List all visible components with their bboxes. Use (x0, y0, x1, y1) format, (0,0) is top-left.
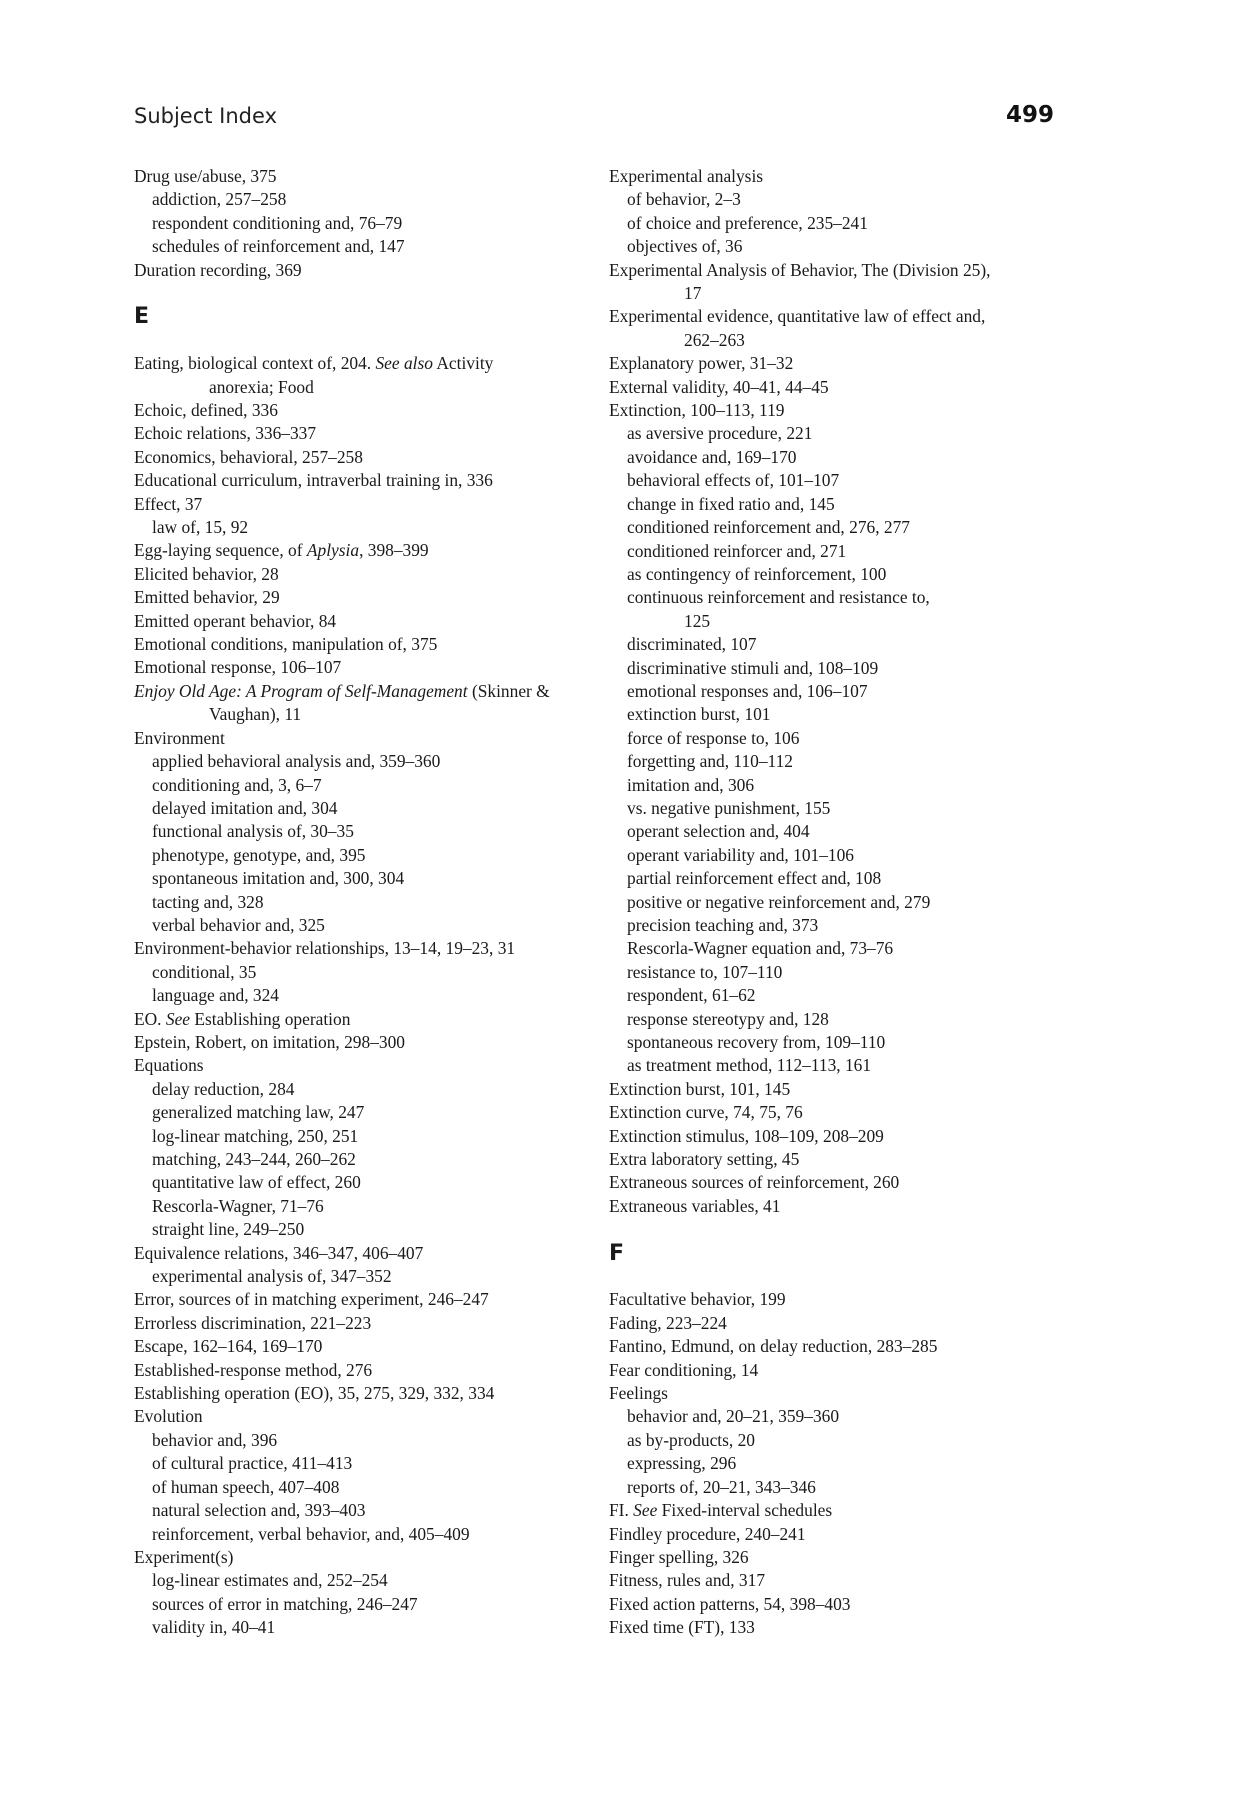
entry-text: Extraneous variables, 41 (609, 1195, 781, 1216)
index-entry (134, 1008, 564, 1031)
entry-italic-text: See also (375, 353, 433, 374)
entry-text: delayed imitation and, 304 (152, 797, 338, 818)
page-number: 499 (1005, 102, 1054, 128)
index-subentry (609, 797, 1039, 820)
index-entry (134, 633, 564, 656)
index-entry (134, 399, 564, 422)
index-subentry (134, 1429, 564, 1452)
entry-text: EO. (134, 1008, 166, 1029)
entry-text: Drug use/abuse, 375 (134, 166, 277, 186)
entry-text: behavior and, 396 (152, 1429, 278, 1450)
index-subentry (134, 235, 564, 258)
index-entry (609, 1312, 1039, 1335)
index-subentry (609, 212, 1039, 235)
entry-text: Evolution (134, 1406, 203, 1427)
index-subentry (609, 750, 1039, 773)
entry-text: Experiment(s) (134, 1546, 234, 1567)
entry-text: of choice and preference, 235–241 (627, 212, 868, 233)
index-entry (609, 259, 1039, 282)
index-subentry (134, 1593, 564, 1616)
index-subentry (134, 1476, 564, 1499)
entry-text: Finger spelling, 326 (609, 1546, 749, 1567)
index-entry (609, 1569, 1039, 1592)
entry-text: phenotype, genotype, and, 395 (152, 844, 366, 865)
index-entry (609, 1101, 1039, 1124)
entry-text-rest: Fixed-interval schedules (657, 1500, 833, 1521)
entry-text: Established-response method, 276 (134, 1359, 373, 1380)
index-subentry (609, 703, 1039, 726)
index-subentry (609, 844, 1039, 867)
index-subentry (609, 188, 1039, 211)
index-subentry (134, 1616, 564, 1639)
entry-text: Environment-behavior relationships, 13–14, 19–23, 31 (134, 938, 516, 959)
entry-text: Emitted behavior, 29 (134, 587, 280, 608)
entry-text: anorexia; Food (209, 376, 314, 397)
entry-text: tacting and, 328 (152, 891, 264, 912)
entry-text: Error, sources of in matching experiment, 246–247 (134, 1289, 489, 1310)
index-entry (134, 1312, 564, 1335)
entry-text: Experimental evidence, quantitative law of effect and, (609, 306, 986, 327)
index-entry (134, 937, 564, 960)
index-subentry (609, 1452, 1039, 1475)
entry-text: conditioned reinforcer and, 271 (627, 540, 847, 561)
entry-text: of behavior, 2–3 (627, 189, 741, 210)
entry-text: 262–263 (684, 329, 745, 350)
spacer (134, 282, 564, 305)
entry-text: expressing, 296 (627, 1453, 737, 1474)
entry-text: imitation and, 306 (627, 774, 755, 795)
index-entry (609, 1195, 1039, 1218)
entry-italic-text: Enjoy Old Age: A Program of Self-Management (134, 680, 468, 701)
entry-text: 125 (684, 610, 711, 631)
index-entry (609, 1382, 1039, 1405)
index-entry (134, 680, 564, 703)
entry-text: External validity, 40–41, 44–45 (609, 376, 829, 397)
index-subentry (609, 446, 1039, 469)
index-entry-continuation (609, 329, 1039, 352)
entry-italic-text: Aplysia (306, 540, 360, 561)
index-subentry (134, 1171, 564, 1194)
index-subentry (134, 1452, 564, 1475)
entry-text: resistance to, 107–110 (627, 961, 783, 982)
entry-text: Establishing operation (EO), 35, 275, 329, 332, 334 (134, 1383, 495, 1404)
entry-text: behavior and, 20–21, 359–360 (627, 1406, 840, 1427)
entry-text: Economics, behavioral, 257–258 (134, 446, 363, 467)
index-subentry (609, 516, 1039, 539)
entry-text: Duration recording, 369 (134, 259, 302, 280)
index-subentry (134, 750, 564, 773)
section-letter (609, 1242, 1039, 1265)
index-subentry (134, 867, 564, 890)
entry-text: force of response to, 106 (627, 727, 800, 748)
index-subentry (134, 984, 564, 1007)
section-letter-text: F (609, 1240, 625, 1266)
running-header-title: Subject Index (134, 104, 277, 128)
entry-text: Echoic relations, 336–337 (134, 423, 317, 444)
index-entry (609, 1125, 1039, 1148)
entry-text: behavioral effects of, 101–107 (627, 470, 840, 491)
entry-italic-text: See (165, 1008, 191, 1029)
index-entry (134, 727, 564, 750)
index-entry (609, 1288, 1039, 1311)
entry-text-rest: Establishing operation (190, 1008, 351, 1029)
entry-text: Experimental Analysis of Behavior, The (Division 25), (609, 259, 991, 280)
index-entry (134, 1335, 564, 1358)
entry-text: discriminative stimuli and, 108–109 (627, 657, 879, 678)
entry-text: continuous reinforcement and resistance to, (627, 587, 930, 608)
entry-text: Facultative behavior, 199 (609, 1289, 786, 1310)
entry-text: Egg-laying sequence, of (134, 540, 307, 561)
index-subentry (134, 1101, 564, 1124)
entry-text: Extra laboratory setting, 45 (609, 1149, 800, 1170)
index-subentry (609, 727, 1039, 750)
entry-text: respondent, 61–62 (627, 985, 756, 1006)
index-subentry (609, 820, 1039, 843)
entry-text: Emotional conditions, manipulation of, 375 (134, 634, 438, 655)
index-subentry (609, 469, 1039, 492)
index-entry (609, 165, 1039, 188)
index-subentry (609, 657, 1039, 680)
entry-text: response stereotypy and, 128 (627, 1008, 829, 1029)
index-entry-continuation (134, 376, 564, 399)
entry-text: operant selection and, 404 (627, 821, 810, 842)
entry-text: Extraneous sources of reinforcement, 260 (609, 1172, 900, 1193)
entry-text: delay reduction, 284 (152, 1078, 295, 1099)
index-entry-continuation (609, 610, 1039, 633)
entry-text: log-linear matching, 250, 251 (152, 1125, 359, 1146)
spacer (609, 1265, 1039, 1288)
index-subentry (134, 516, 564, 539)
index-subentry (134, 1569, 564, 1592)
index-entry (609, 399, 1039, 422)
entry-text-rest: (Skinner & (467, 680, 550, 701)
entry-text: Findley procedure, 240–241 (609, 1523, 806, 1544)
index-subentry (134, 1499, 564, 1522)
index-entry (134, 539, 564, 562)
index-entry (134, 1405, 564, 1428)
index-subentry (609, 867, 1039, 890)
index-entry (134, 563, 564, 586)
index-entry (134, 656, 564, 679)
entry-text: straight line, 249–250 (152, 1219, 305, 1240)
index-subentry (609, 1008, 1039, 1031)
index-subentry (134, 797, 564, 820)
index-subentry (134, 212, 564, 235)
entry-text: respondent conditioning and, 76–79 (152, 212, 403, 233)
index-entry (134, 610, 564, 633)
index-entry (134, 1546, 564, 1569)
index-entry (134, 1359, 564, 1382)
entry-text: generalized matching law, 247 (152, 1102, 365, 1123)
entry-text: Vaughan), 11 (209, 704, 302, 725)
index-subentry (609, 586, 1039, 609)
entry-text: functional analysis of, 30–35 (152, 821, 354, 842)
entry-text: operant variability and, 101–106 (627, 844, 854, 865)
index-entry (134, 1054, 564, 1077)
entry-text: conditioned reinforcement and, 276, 277 (627, 517, 910, 538)
index-subentry (609, 1476, 1039, 1499)
index-subentry (134, 1078, 564, 1101)
entry-text: natural selection and, 393–403 (152, 1500, 366, 1521)
index-column-right (609, 165, 1039, 1640)
index-subentry (134, 961, 564, 984)
entry-text: positive or negative reinforcement and, 279 (627, 891, 931, 912)
index-subentry (609, 1405, 1039, 1428)
entry-text: sources of error in matching, 246–247 (152, 1593, 418, 1614)
index-subentry (134, 1523, 564, 1546)
entry-text: Echoic, defined, 336 (134, 400, 278, 421)
index-entry (609, 305, 1039, 328)
index-subentry (609, 680, 1039, 703)
index-subentry (609, 633, 1039, 656)
entry-text: Educational curriculum, intraverbal training in, 336 (134, 470, 493, 491)
entry-text: Extinction curve, 74, 75, 76 (609, 1102, 803, 1123)
index-entry (609, 1359, 1039, 1382)
index-subentry (609, 984, 1039, 1007)
entry-text: 17 (684, 283, 702, 304)
index-subentry (609, 540, 1039, 563)
index-subentry (134, 774, 564, 797)
entry-text: Errorless discrimination, 221–223 (134, 1312, 372, 1333)
index-subentry (134, 1195, 564, 1218)
index-entry (609, 1078, 1039, 1101)
index-subentry (609, 774, 1039, 797)
section-letter (134, 305, 564, 328)
index-subentry (609, 937, 1039, 960)
index-subentry (609, 961, 1039, 984)
index-entry (134, 446, 564, 469)
index-entry (609, 1616, 1039, 1639)
entry-text: Feelings (609, 1383, 668, 1404)
entry-text: Effect, 37 (134, 493, 203, 514)
entry-text: Experimental analysis (609, 166, 764, 186)
index-entry (134, 422, 564, 445)
entry-text: as aversive procedure, 221 (627, 423, 813, 444)
entry-text: change in fixed ratio and, 145 (627, 493, 835, 514)
entry-text: addiction, 257–258 (152, 189, 287, 210)
entry-italic-text: See (633, 1500, 658, 1521)
index-entry (134, 469, 564, 492)
entry-text: law of, 15, 92 (152, 517, 249, 538)
entry-text: of cultural practice, 411–413 (152, 1453, 353, 1474)
index-subentry (609, 422, 1039, 445)
entry-text: Rescorla-Wagner equation and, 73–76 (627, 938, 894, 959)
index-entry (134, 586, 564, 609)
index-entry (134, 1382, 564, 1405)
index-entry (134, 493, 564, 516)
entry-text: Equivalence relations, 346–347, 406–407 (134, 1242, 424, 1263)
spacer (609, 1218, 1039, 1241)
entry-text: partial reinforcement effect and, 108 (627, 868, 882, 889)
entry-text: objectives of, 36 (627, 236, 743, 257)
index-entry (134, 259, 564, 282)
index-subentry (134, 820, 564, 843)
index-entry (609, 1335, 1039, 1358)
entry-text: Equations (134, 1055, 204, 1076)
index-subentry (134, 891, 564, 914)
index-subentry (134, 1148, 564, 1171)
index-entry (134, 1288, 564, 1311)
entry-text-rest: Activity (432, 353, 494, 374)
entry-text: Extinction burst, 101, 145 (609, 1078, 791, 1099)
index-column-left (134, 165, 564, 1640)
index-subentry (609, 891, 1039, 914)
entry-text: FI. (609, 1500, 634, 1521)
entry-text: Emotional response, 106–107 (134, 657, 342, 678)
entry-text: log-linear estimates and, 252–254 (152, 1570, 388, 1591)
entry-text: Extinction, 100–113, 119 (609, 400, 785, 421)
entry-text: emotional responses and, 106–107 (627, 680, 868, 701)
entry-text: Fixed time (FT), 133 (609, 1617, 755, 1638)
index-entry-continuation (134, 703, 564, 726)
entry-text: discriminated, 107 (627, 634, 757, 655)
index-entry (134, 352, 564, 375)
entry-text: precision teaching and, 373 (627, 915, 819, 935)
index-subentry (134, 1218, 564, 1241)
index-subentry (134, 188, 564, 211)
index-entry (134, 1242, 564, 1265)
index-entry (609, 1593, 1039, 1616)
entry-text-rest: , 398–399 (359, 540, 429, 561)
index-subentry (609, 914, 1039, 937)
section-letter-text: E (134, 304, 150, 330)
entry-text: spontaneous imitation and, 300, 304 (152, 868, 405, 889)
entry-text: of human speech, 407–408 (152, 1476, 340, 1497)
entry-text: reports of, 20–21, 343–346 (627, 1476, 816, 1497)
entry-text: Extinction stimulus, 108–109, 208–209 (609, 1125, 884, 1146)
entry-text: matching, 243–244, 260–262 (152, 1149, 356, 1170)
entry-text: conditional, 35 (152, 961, 257, 982)
entry-text: reinforcement, verbal behavior, and, 405–409 (152, 1523, 470, 1544)
entry-text: avoidance and, 169–170 (627, 446, 797, 467)
index-subentry (609, 235, 1039, 258)
index-subentry (134, 844, 564, 867)
entry-text: Explanatory power, 31–32 (609, 353, 794, 374)
index-subentry (134, 1125, 564, 1148)
entry-text: Escape, 162–164, 169–170 (134, 1336, 323, 1357)
index-entry (609, 352, 1039, 375)
entry-text: experimental analysis of, 347–352 (152, 1266, 392, 1287)
entry-text: Fitness, rules and, 317 (609, 1570, 766, 1591)
index-entry (609, 1546, 1039, 1569)
entry-text: Fantino, Edmund, on delay reduction, 283–285 (609, 1336, 938, 1357)
entry-text: Rescorla-Wagner, 71–76 (152, 1195, 324, 1216)
entry-text: verbal behavior and, 325 (152, 914, 325, 935)
index-entry (609, 1499, 1039, 1522)
entry-text: Environment (134, 727, 225, 748)
index-subentry (609, 1429, 1039, 1452)
index-entry-continuation (609, 282, 1039, 305)
index-entry (609, 376, 1039, 399)
index-subentry (609, 563, 1039, 586)
index-entry (609, 1171, 1039, 1194)
index-entry (134, 165, 564, 188)
entry-text: language and, 324 (152, 985, 280, 1006)
index-entry (134, 1031, 564, 1054)
entry-text: extinction burst, 101 (627, 704, 771, 725)
entry-text: Fixed action patterns, 54, 398–403 (609, 1593, 851, 1614)
entry-text: Epstein, Robert, on imitation, 298–300 (134, 1031, 405, 1052)
entry-text: Fading, 223–224 (609, 1312, 727, 1333)
entry-text: as contingency of reinforcement, 100 (627, 563, 887, 584)
entry-text: validity in, 40–41 (152, 1617, 276, 1638)
entry-text: quantitative law of effect, 260 (152, 1172, 361, 1193)
index-subentry (609, 1031, 1039, 1054)
index-entry (609, 1523, 1039, 1546)
entry-text: applied behavioral analysis and, 359–360 (152, 751, 441, 772)
index-subentry (609, 1054, 1039, 1077)
index-subentry (134, 1265, 564, 1288)
entry-text: Eating, biological context of, 204. (134, 353, 376, 374)
entry-text: spontaneous recovery from, 109–110 (627, 1032, 886, 1053)
entry-text: forgetting and, 110–112 (627, 751, 793, 772)
entry-text: schedules of reinforcement and, 147 (152, 236, 405, 257)
index-subentry (134, 914, 564, 937)
index-entry (609, 1148, 1039, 1171)
index-subentry (609, 493, 1039, 516)
entry-text: conditioning and, 3, 6–7 (152, 774, 322, 795)
spacer (134, 329, 564, 352)
entry-text: vs. negative punishment, 155 (627, 797, 831, 818)
entry-text: Fear conditioning, 14 (609, 1359, 759, 1380)
entry-text: Elicited behavior, 28 (134, 563, 279, 584)
entry-text: as treatment method, 112–113, 161 (627, 1055, 872, 1076)
entry-text: Emitted operant behavior, 84 (134, 610, 337, 631)
entry-text: as by-products, 20 (627, 1429, 755, 1450)
